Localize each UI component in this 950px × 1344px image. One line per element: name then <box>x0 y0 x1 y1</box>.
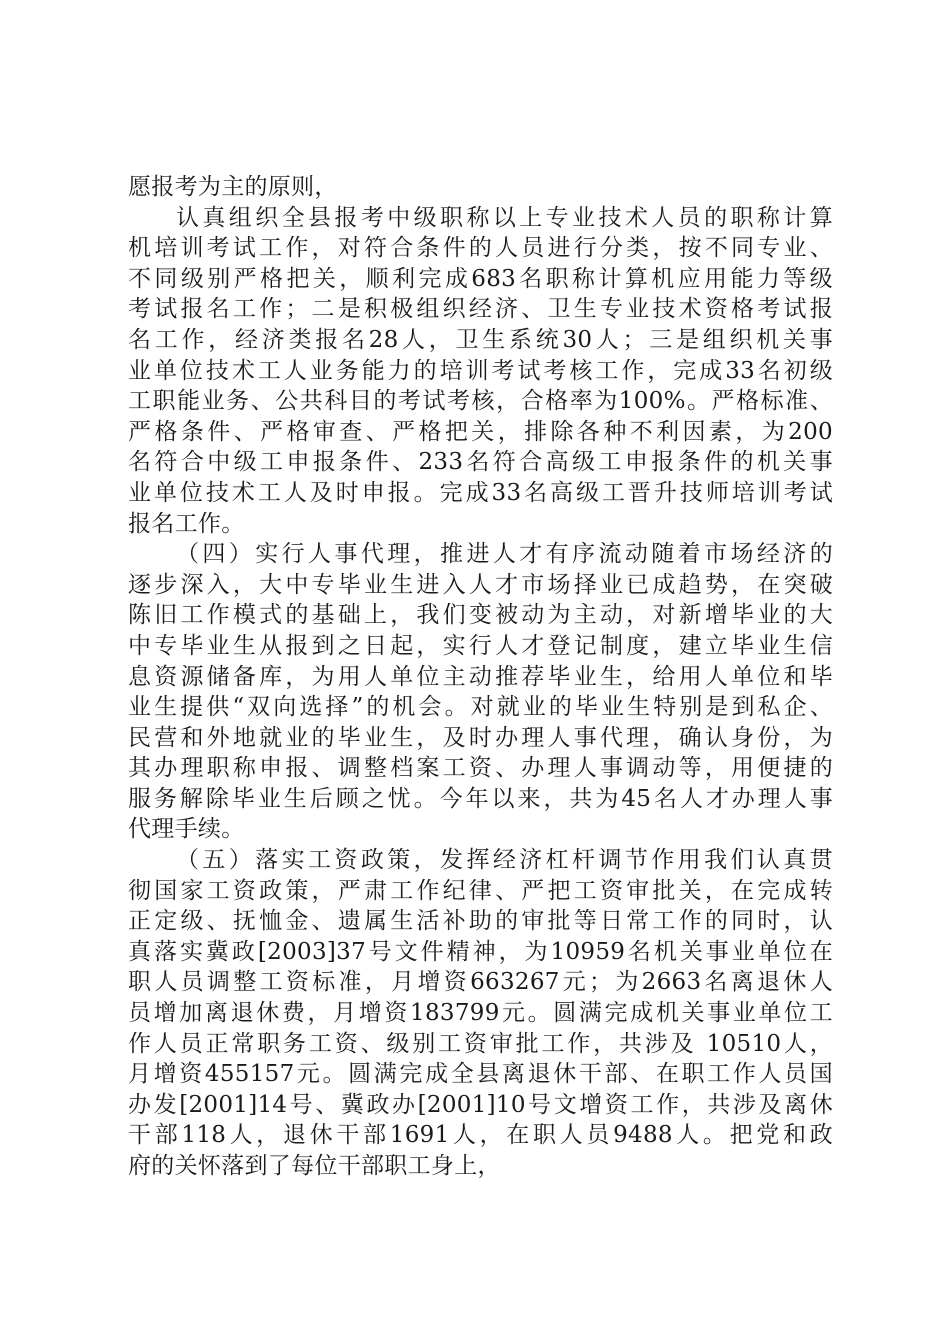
text-line: 工职能业务、公共科目的考试考核，合格率为100%。严格标准、 <box>128 388 833 415</box>
text-line: 业单位技术工人及时申报。完成33名高级工晋升技师培训考试 <box>128 479 833 506</box>
text-line: 代理手续。 <box>128 816 245 843</box>
text-line: 认真组织全县报考中级职称以上专业技术人员的职称计算 <box>176 204 833 231</box>
text-line: 报名工作。 <box>128 510 245 537</box>
text-line: 其办理职称申报、调整档案工资、办理人事调动等，用便捷的 <box>128 755 833 782</box>
text-line: 逐步深入，大中专毕业生进入人才市场择业已成趋势，在突破 <box>128 571 833 598</box>
text-line: 陈旧工作模式的基础上，我们变被动为主动，对新增毕业的大 <box>128 602 833 629</box>
text-line: 业生提供“双向选择”的机会。对就业的毕业生特别是到私企、 <box>128 694 833 721</box>
text-line: 办发[2001]14号、冀政办[2001]10号文增资工作，共涉及离休 <box>128 1091 833 1118</box>
text-line: 中专毕业生从报到之日起，实行人才登记制度，建立毕业生信 <box>128 632 833 659</box>
text-line: 真落实冀政[2003]37号文件精神，为10959名机关事业单位在 <box>128 938 833 965</box>
text-line: 愿报考为主的原则， <box>128 174 338 200</box>
text-line: 府的关怀落到了每位干部职工身上， <box>128 1153 501 1179</box>
document-body <box>128 172 833 1182</box>
text-line: 职人员调整工资标准，月增资663267元；为2663名离退休人 <box>128 969 833 996</box>
text-line: 名符合中级工申报条件、233名符合高级工申报条件的机关事 <box>128 449 833 476</box>
text-line: 不同级别严格把关，顺利完成683名职称计算机应用能力等级 <box>128 265 833 292</box>
text-lines <box>128 172 833 1182</box>
text-line: 民营和外地就业的毕业生，及时办理人事代理，确认身份，为 <box>128 724 833 751</box>
text-line: 息资源储备库，为用人单位主动推荐毕业生，给用人单位和毕 <box>128 663 833 690</box>
text-line: （四）实行人事代理，推进人才有序流动随着市场经济的 <box>176 541 833 568</box>
text-line: 机培训考试工作，对符合条件的人员进行分类，按不同专业、 <box>128 235 833 262</box>
text-line: 业单位技术工人业务能力的培训考试考核工作，完成33名初级 <box>128 357 833 384</box>
text-line: 月增资455157元。圆满完成全县离退休干部、在职工作人员国 <box>128 1061 833 1088</box>
text-line: 严格条件、严格审查、严格把关，排除各种不利因素，为200 <box>128 418 833 445</box>
text-line: 干部118人，退休干部1691人，在职人员9488人。把党和政 <box>128 1122 833 1149</box>
text-line: 考试报名工作；二是积极组织经济、卫生专业技术资格考试报 <box>128 296 833 323</box>
text-line: 彻国家工资政策，严肃工作纪律、严把工资审批关，在完成转 <box>128 877 833 904</box>
text-line: 名工作，经济类报名28人，卫生系统30人；三是组织机关事 <box>128 326 833 353</box>
text-line: （五）落实工资政策，发挥经济杠杆调节作用我们认真贯 <box>176 847 833 874</box>
text-line: 服务解除毕业生后顾之忧。今年以来，共为45名人才办理人事 <box>128 785 833 812</box>
text-line: 员增加离退休费，月增资183799元。圆满完成机关事业单位工 <box>128 1000 833 1027</box>
text-line: 正定级、抚恤金、遗属生活补助的审批等日常工作的同时，认 <box>128 908 833 935</box>
text-line: 作人员正常职务工资、级别工资审批工作，共涉及 10510人， <box>128 1030 833 1057</box>
